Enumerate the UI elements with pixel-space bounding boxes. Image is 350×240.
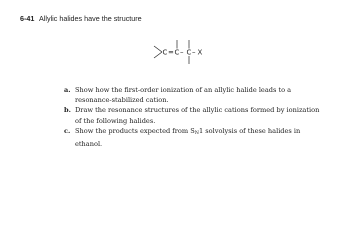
question-b-line-2: of the following halides.	[75, 116, 156, 125]
question-a-line-2: resonance-stabilized cation.	[75, 96, 169, 105]
bond-single-2: –	[192, 48, 196, 57]
question-c	[64, 126, 346, 149]
problem-statement: Allylic halides have the structure	[39, 14, 142, 23]
atom-x: X	[197, 48, 203, 57]
sn1-subscript: N	[194, 130, 199, 136]
sn1-term	[190, 127, 203, 135]
atom-c2: C	[174, 48, 180, 57]
question-a-line-1: Show how the first-order ionization of an allylic halide leads to a	[75, 86, 292, 94]
bond-double: =	[168, 48, 174, 57]
sn1-main: S	[190, 126, 195, 135]
question-b	[64, 105, 346, 125]
question-c-line-1-end: solvolysis of these halides in	[203, 126, 301, 135]
structure-diagram	[154, 32, 234, 72]
atom-c1: C	[162, 48, 168, 57]
bond-left-upper	[154, 46, 162, 52]
question-c-line-1	[75, 126, 346, 139]
question-c-label: c.	[64, 126, 71, 135]
question-c-line-1-start: Show the products expected from	[75, 126, 191, 135]
question-b-line-1: Draw the resonance structures of the allylic cations formed by ionization	[75, 106, 320, 115]
bond-single-1: –	[180, 48, 184, 57]
question-b-label: b.	[64, 106, 71, 115]
question-c-line-2: ethanol.	[75, 140, 103, 149]
atom-c3: C	[186, 48, 192, 57]
question-a	[64, 85, 346, 105]
question-a-label: a.	[64, 86, 71, 94]
problem-header	[20, 14, 142, 23]
bond-left-lower	[154, 52, 162, 58]
problem-number: 6-41	[20, 14, 35, 23]
allylic-halide-structure	[154, 32, 234, 72]
question-list	[64, 85, 346, 149]
sn1-digit: 1	[198, 126, 204, 135]
